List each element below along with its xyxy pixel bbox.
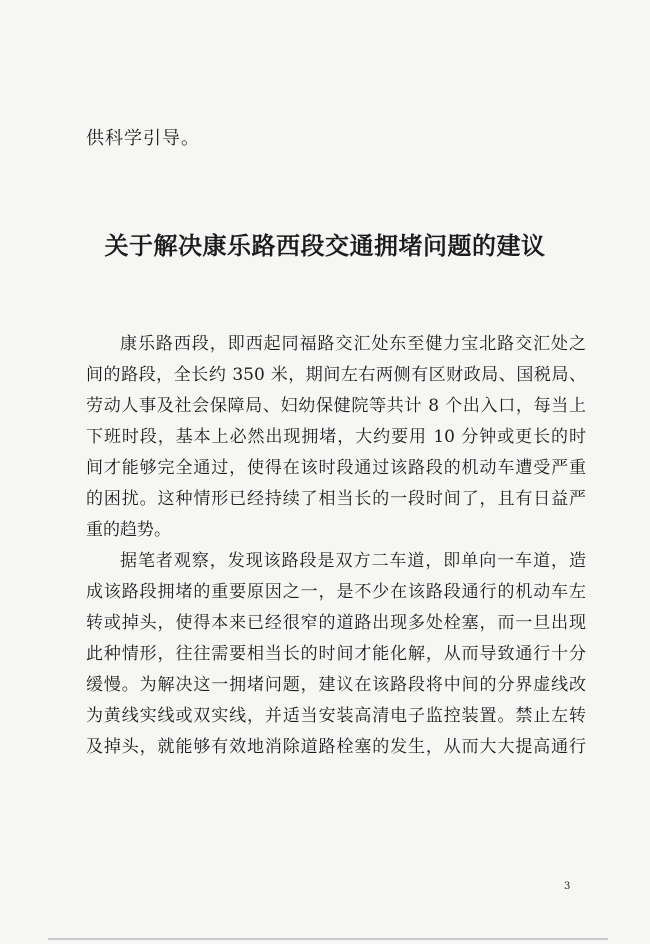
paragraph-line: 间才能够完全通过，使得在该时段通过该路段的机动车遭受严重	[86, 458, 586, 478]
paragraph-line: 及掉头，就能够有效地消除道路栓塞的发生，从而大大提高通行	[86, 737, 586, 757]
paragraph-line: 转或掉头，使得本来已经很窄的道路出现多处栓塞，而一旦出现	[86, 613, 586, 633]
paragraph-line: 缓慢。为解决这一拥堵问题，建议在该路段将中间的分界虚线改	[86, 675, 586, 695]
paragraph-line: 的困扰。这种情形已经持续了相当长的一段时间了，且有日益严	[86, 489, 586, 509]
carry-over-text: 供科学引导。	[86, 128, 200, 149]
paragraph-2	[86, 546, 586, 763]
page-title: 关于解决康乐路西段交通拥堵问题的建议	[104, 231, 546, 260]
paragraph-line: 间的路段，全长约 350 米，期间左右两侧有区财政局、国税局、	[86, 365, 586, 385]
page-number: 3	[564, 881, 571, 892]
paragraph-line: 康乐路西段，即西起同福路交汇处东至健力宝北路交汇处之	[120, 334, 586, 354]
paragraph-line: 据笔者观察，发现该路段是双方二车道，即单向一车道，造	[120, 551, 586, 571]
paragraph-line: 成该路段拥堵的重要原因之一，是不少在该路段通行的机动车左	[86, 582, 586, 602]
paragraph-1	[86, 329, 586, 546]
paragraph-line: 为黄线实线或双实线，并适当安装高清电子监控装置。禁止左转	[86, 706, 586, 726]
paragraph-line: 此种情形，往往需要相当长的时间才能化解，从而导致通行十分	[86, 644, 586, 664]
scan-edge-line	[48, 938, 608, 940]
paragraph-line: 劳动人事及社会保障局、妇幼保健院等共计 8 个出入口，每当上	[86, 396, 586, 416]
paragraph-line: 下班时段，基本上必然出现拥堵，大约要用 10 分钟或更长的时	[86, 427, 586, 447]
paragraph-line: 重的趋势。	[86, 520, 171, 540]
document-body	[86, 329, 586, 763]
